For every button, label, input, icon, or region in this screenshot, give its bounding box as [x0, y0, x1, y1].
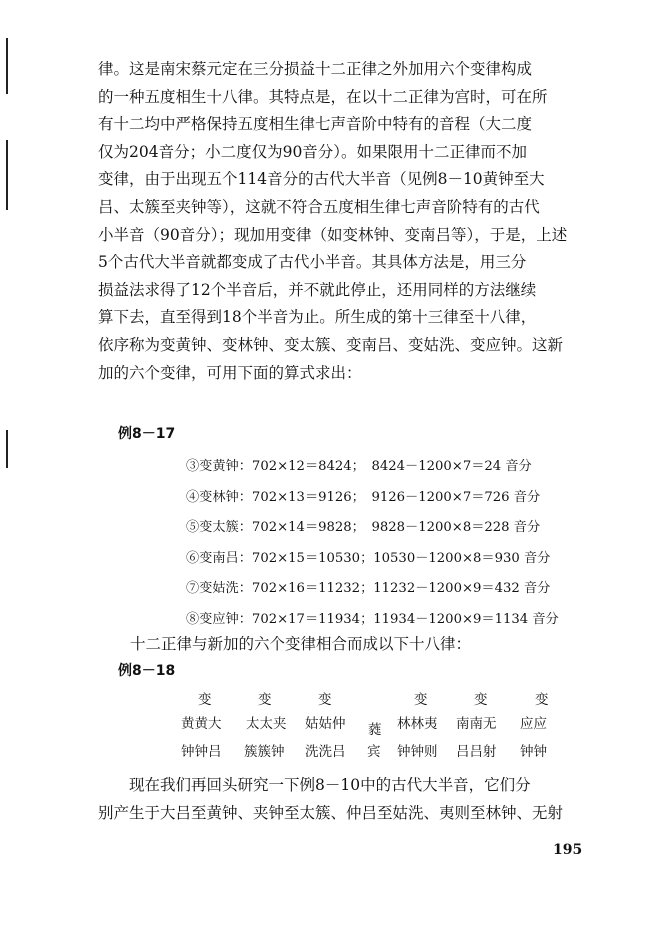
- text-line: 吕、太簇至夹钟等），这就不符合五度相生律七声音阶特有的古代: [98, 197, 540, 216]
- text-line: 仅为204音分；小二度仅为90音分）。如果限用十二正律而不加: [98, 142, 528, 161]
- lu-lower-row: [0, 740, 656, 762]
- text-line: 算下去，直至得到18个半音为止。所生成的第十三律至十八律，: [98, 308, 537, 327]
- formula-line: ④变林钟：702×13＝9126； 9126－1200×7＝726 音分: [186, 489, 541, 505]
- text-line: 小半音（90音分）；现加用变律（如变林钟、变南吕等），于是，上述: [98, 225, 568, 244]
- lu-name-lower: 钟钟则: [397, 744, 438, 760]
- lu-name-upper: 姑姑仲: [305, 716, 346, 732]
- text-line: 现在我们再回头研究一下例8－10中的古代大半音，它们分: [129, 776, 531, 794]
- eighteen-intro: 十二正律与新加的六个变律相合而成以下十八律：: [130, 635, 472, 653]
- lu-name-upper: 南南无: [456, 716, 497, 732]
- bian-mark: 变: [198, 692, 212, 708]
- bian-mark: 变: [318, 692, 332, 708]
- text-line: 变律，由于出现五个114音分的古代大半音（见例8－10黄钟至大: [98, 170, 545, 189]
- bian-mark: 变: [535, 692, 549, 708]
- lu-name-lower: 钟钟: [520, 744, 547, 760]
- bian-mark: 变: [414, 692, 428, 708]
- example-label: 例8－17: [118, 426, 176, 442]
- text-line: 有十二均中严格保持五度相生律七声音阶中特有的音程（大二度: [98, 115, 533, 134]
- lu-name-lower: 吕吕射: [456, 744, 497, 760]
- main-paragraph: [98, 56, 598, 387]
- lu-name-upper: 应应: [520, 716, 547, 732]
- margin-mark: [6, 430, 8, 468]
- formula-line: ⑧变应钟：702×17＝11934；11934－1200×9＝1134 音分: [186, 611, 559, 627]
- lu-name-lower: 宾: [367, 744, 381, 760]
- lu-name-upper: 林林夷: [397, 716, 438, 732]
- bottom-paragraph: [98, 772, 598, 827]
- text-line: 别产生于大吕至黄钟、夹钟至太簇、仲吕至姑洗、夷则至林钟、无射: [98, 803, 564, 822]
- bian-row: [0, 688, 656, 710]
- formula-line: ⑦变姑洗：702×16＝11232；11232－1200×9＝432 音分: [186, 581, 551, 597]
- text-line: 依序称为变黄钟、变林钟、变太簇、变南吕、变姑洗、变应钟。这新: [98, 335, 564, 354]
- text-line: 损益法求得了12个半音后，并不就此停止，还用同样的方法继续: [98, 280, 537, 299]
- example-label: 例8－18: [118, 663, 176, 679]
- lu-name-lower: 洗洗吕: [305, 744, 346, 760]
- lu-name-upper: 太太夹: [246, 716, 287, 732]
- formula-list: [186, 452, 559, 636]
- lu-name-upper: 蕤: [368, 722, 382, 738]
- lu-name-upper: 黄黄大: [181, 716, 222, 732]
- lu-upper-row: [0, 712, 656, 738]
- text-line: 的一种五度相生十八律。其特点是，在以十二正律为宫时，可在所: [98, 87, 548, 106]
- text-line: 加的六个变律，可用下面的算式求出：: [98, 363, 362, 382]
- bian-mark: 变: [474, 692, 488, 708]
- formula-line: ③变黄钟：702×12＝8424； 8424－1200×7＝24 音分: [186, 459, 532, 474]
- margin-mark: [6, 140, 8, 210]
- page-number: 195: [553, 842, 583, 858]
- formula-line: ⑤变太簇：702×14＝9828； 9828－1200×8＝228 音分: [186, 520, 541, 536]
- lu-name-lower: 簇簇钟: [244, 744, 285, 760]
- margin-mark: [6, 38, 8, 94]
- bian-mark: 变: [258, 692, 272, 708]
- text-line: 5个古代大半音就都变成了古代小半音。其具体方法是，用三分: [98, 253, 527, 272]
- formula-line: ⑥变南吕：702×15＝10530；10530－1200×8＝930 音分: [186, 550, 551, 566]
- text-line: 律。这是南宋蔡元定在三分损益十二正律之外加用六个变律构成: [98, 60, 533, 78]
- lu-name-lower: 钟钟吕: [181, 744, 222, 760]
